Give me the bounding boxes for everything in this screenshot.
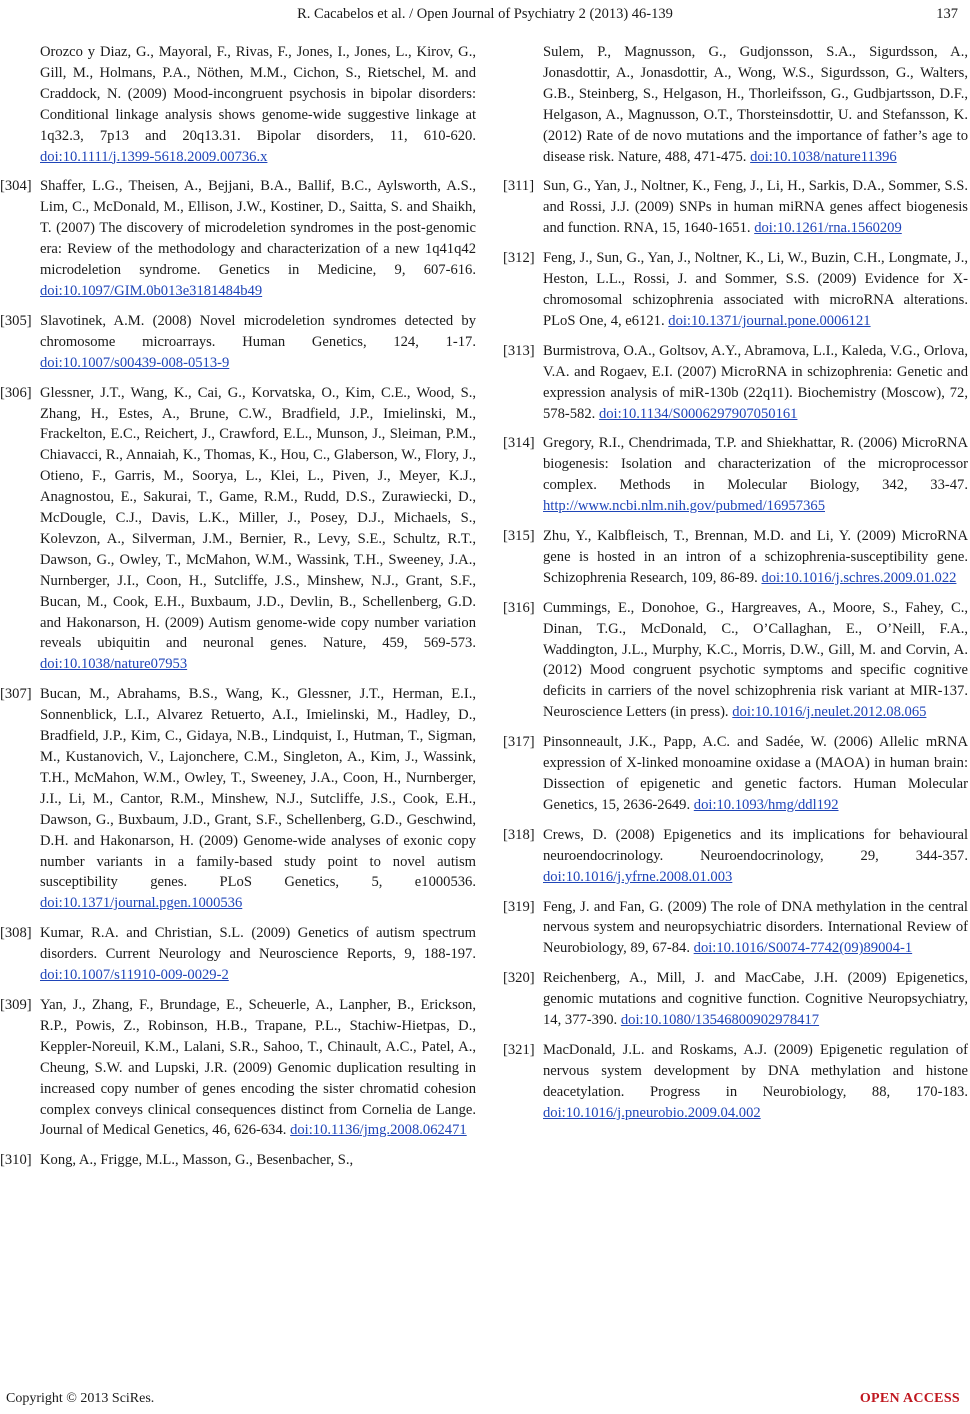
reference-column-right [503,42,968,1133]
reference-text: Cummings, E., Donohoe, G., Hargreaves, A., Moore, S., Fahey, C., Dinan, T.G., McDonald, C., O’Callaghan, E., O’Neill, F.A., Waddington, J.L., Murphy, K.C., Morris, D.W., Gill, M. and Corvin, A. (2012) Mood congruent psychotic symptoms and specific cognitive deficits in carriers of the novel schizophrenia risk variant at MIR-137. Neuroscience Letters (in press). [543,599,968,721]
reference-number: [305] [0,312,32,329]
reference-text: Sun, G., Yan, J., Noltner, K., Feng, J., Li, H., Sarkis, D.A., Sommer, S.S. and Rossi, J.J. (2009) SNPs in human miRNA genes affect biogenesis and function. RNA, 15, 1640-1651. [543,178,968,237]
reference-text: Bucan, M., Abrahams, B.S., Wang, K., Glessner, J.T., Herman, E.I., Sonnenblick, L.I., Alvarez Retuerto, A.I., Imielinski, M., Hadley, D., Bradfield, J.P., Kim, C., Gidaya, N.B., Lindquist, I., Hutman, T., Sigman, M., Kustanovich, V., Lajonchere, C.M., Singleton, A., Kim, J., Wassink, T.H., McMahon, W.M., Owley, T., Sweeney, J.A., Coon, H., Nurnberger, J.I., Li, M., Cantor, R.M., Minshew, N.J., Sutcliffe, J.S., Cook, E.H., Dawson, G., Buxbaum, J.D., Grant, S.F., Schellenberg, G.D., Geschwind, D.H. and Hakonarson, H. (2009) Genome-wide analyses of exonic copy number variants in a family-based study point to novel autism susceptibility genes. PLoS Genetics, 5, e1000536. [40,686,476,891]
reference-number: [310] [0,1152,32,1169]
doi-link[interactable]: doi:10.1016/j.schres.2009.01.022 [761,569,957,586]
open-access-label: OPEN ACCESS [859,1391,960,1406]
reference-text: Yan, J., Zhang, F., Brundage, E., Scheuerle, A., Lanpher, B., Erickson, R.P., Powis, Z., Robinson, H.B., Trapane, P.L., Stachiw-Hietpas, D., Keppler-Noreuil, K.M., Lalani, S.R., Sahoo, T., Chinault, A.C., Patel, A., Cheung, S.W. and Lupski, J.R. (2009) Genomic duplication resulting in increased copy number of genes encoding the sister chromatid cohesion complex conveys clinical consequences distinct from Cornelia de Lange. Journal of Medical Genetics, 46, 626-634. [40,996,476,1139]
reference-text: Sulem, P., Magnusson, G., Gudjonsson, S.A., Sigurdsson, A., Jonasdottir, A., Jonasdottir, A., Wong, W.S., Sigurdsson, G., Walters, G.B., Steinberg, S., Helgason, H., Thorleifsson, G., Gudbjartsson, D.F., Helgason, A., Magnusson, O.T., Thorsteinsdottir, U. and Stefansson, K. (2012) Rate of de novo mutations and the importance of father’s age to disease risk. Nature, 488, 471-475. [543,44,968,165]
reference-text: Burmistrova, O.A., Goltsov, A.Y., Abramova, L.I., Kaleda, V.G., Orlova, V.A. and Rogaev, E.I. (2007) MicroRNA in schizophrenia: Genetic and expression analysis of miR-130b (22q11). Biochemistry (Moscow), 72, 578-582. [543,342,968,422]
reference-number: [314] [503,435,535,452]
reference-number: [309] [0,996,32,1013]
reference-number: [318] [503,826,535,843]
reference-number: [312] [503,250,535,267]
reference-text: Zhu, Y., Kalbfleisch, T., Brennan, M.D. and Li, Y. (2009) MicroRNA gene is hosted in an intron of a schizophrenia-susceptibility gene. Schizophrenia Research, 109, 86-89. [543,528,968,586]
doi-link[interactable]: doi:10.1136/jmg.2008.062471 [290,1122,467,1139]
reference-entry [503,825,968,888]
reference-number: [311] [503,178,535,195]
reference-number: [316] [503,599,535,616]
reference-entry [503,248,968,332]
running-header [0,6,970,26]
reference-entry [503,433,968,517]
reference-entry [0,176,476,301]
doi-link[interactable]: doi:10.1371/journal.pgen.1000536 [40,895,243,912]
doi-link[interactable]: doi:10.1097/GIM.0b013e3181484b49 [40,282,263,299]
running-title: R. Cacabelos et al. / Open Journal of Psychiatry 2 (2013) 46-139 [297,6,673,22]
reference-number: [319] [503,898,535,915]
reference-text: Glessner, J.T., Wang, K., Cai, G., Korvatska, O., Kim, C.E., Wood, S., Zhang, H., Estes, A., Brune, C.W., Bradfield, J.P., Imielinski, M., Frackelton, E.C., Reichert, J., Crawford, E.L., Munson, J., Sleiman, P.M., Chiavacci, R., Annaiah, K., Thomas, K., Hou, C., Glaberson, W., Flory, J., Otieno, F., Garris, M., Soorya, L., Klei, L., Piven, J., Meyer, K.J., Anagnostou, E., Sakurai, T., Game, R.M., Rudd, D.S., Zurawiecki, D., McDougle, C.J., Davis, L.K., Miller, J., Posey, D.J., Michaels, S., Kolevzon, A., Silverman, J.M., Bernier, R., Levy, S.E., Schultz, R.T., Dawson, G., Owley, T., McMahon, W.M., Wassink, T.H., Sweeney, J.A., Nurnberger, J.I., Coon, H., Sutcliffe, J.S., Minshew, N.J., Grant, S.F., Bucan, M., Cook, E.H., Buxbaum, J.D., Devlin, B., Schellenberg, G.D. and Hakonarson, H. (2009) Autism genome-wide copy number variation reveals ubiquitin and neuronal genes. Nature, 459, 569-573. [40,384,476,652]
reference-number: [307] [0,686,32,703]
reference-number: [304] [0,178,32,195]
reference-column-left [0,42,476,1180]
reference-entry [0,42,476,167]
doi-link[interactable]: doi:10.1007/s00439-008-0513-9 [40,354,230,371]
reference-entry [503,598,968,723]
doi-link[interactable]: doi:10.1038/nature07953 [40,656,188,673]
doi-link[interactable]: doi:10.1016/S0074-7742(09)89004-1 [693,940,913,957]
doi-link[interactable]: doi:10.1261/rna.1560209 [754,220,902,237]
reference-text: Orozco y Diaz, G., Mayoral, F., Rivas, F., Jones, I., Jones, L., Kirov, G., Gill, M., Holmans, P.A., Nöthen, M.M., Cichon, S., Rietschel, M. and Craddock, N. (2009) Mood-incongruent psychosis in bipolar disorders: Conditional linkage analysis shows genome-wide suggestive linkage at 1q32.3, 7p13 and 20q13.31. Bipolar disorders, 11, 610-620. [40,44,476,144]
reference-text: Shaffer, L.G., Theisen, A., Bejjani, B.A., Ballif, B.C., Aylsworth, A.S., Lim, C., McDonald, M., Ellison, J.W., Kostiner, D., Saitta, S. and Shaikh, T. (2007) The discovery of microdeletion syndromes in the post-genomic era: Review of the methodology and characterization of a new 1q41q42 microdeletion syndrome. Genetics in Medicine, 9, 607-616. [40,178,476,279]
reference-text: Feng, J. and Fan, G. (2009) The role of DNA methylation in the central nervous system and neuropsychiatric disorders. International Review of Neurobiology, 89, 67-84. [543,898,968,957]
reference-number: [321] [503,1041,535,1058]
reference-number: [320] [503,970,535,987]
doi-link[interactable]: http://www.ncbi.nlm.nih.gov/pubmed/16957365 [543,498,825,515]
doi-link[interactable]: doi:10.1080/13546800902978417 [620,1012,820,1029]
doi-link[interactable]: doi:10.1016/j.yfrne.2008.01.003 [543,868,733,885]
reference-entry [0,995,476,1141]
reference-entry [503,897,968,960]
reference-number: [308] [0,925,32,942]
reference-entry [503,176,968,239]
doi-link[interactable]: doi:10.1007/s11910-009-0029-2 [40,967,229,984]
reference-entry [0,383,476,676]
doi-link[interactable]: doi:10.1093/hmg/ddl192 [693,796,839,813]
reference-text: Feng, J., Sun, G., Yan, J., Noltner, K., Li, W., Buzin, C.H., Longmate, J., Heston, L.L., Rossi, J. and Sommer, S.S. (2009) Evidence for X-chromosomal schizophrenia associated with microRNA alterations. PLoS One, 4, e6121. [543,250,968,329]
reference-entry [0,923,476,986]
reference-text: MacDonald, J.L. and Roskams, A.J. (2009) Epigenetic regulation of nervous system development by DNA methylation and histone deacetylation. Progress in Neurobiology, 88, 170-183. [543,1041,968,1100]
doi-link[interactable]: doi:10.1038/nature11396 [750,148,897,165]
reference-entry [0,311,476,374]
reference-number: [313] [503,342,535,359]
reference-text: Reichenberg, A., Mill, J. and MacCabe, J.H. (2009) Epigenetics, genomic mutations and cognitive function. Cognitive Neuropsychiatry, 14, 377-390. [543,970,968,1029]
reference-text: Gregory, R.I., Chendrimada, T.P. and Shiekhattar, R. (2006) MicroRNA biogenesis: Isolation and characterization of the microprocessor complex. Methods in Molecular Biology, 342, 33-47. [543,435,968,494]
doi-link[interactable]: doi:10.1371/journal.pone.0006121 [668,312,871,329]
reference-entry [503,732,968,816]
reference-entry [503,526,968,589]
reference-entry [503,42,968,167]
reference-number: [306] [0,384,32,401]
reference-entry [0,1150,476,1171]
doi-link[interactable]: doi:10.1111/j.1399-5618.2009.00736.x [40,148,268,165]
reference-text: Kumar, R.A. and Christian, S.L. (2009) Genetics of autism spectrum disorders. Current Neurology and Neuroscience Reports, 9, 188-197. [40,925,476,963]
reference-text: Crews, D. (2008) Epigenetics and its implications for behavioural neuroendocrinology. Neuroendocrinology, 29, 344-357. [543,826,968,864]
page-number: 137 [936,6,958,22]
reference-number: [317] [503,734,535,751]
doi-link[interactable]: doi:10.1016/j.pneurobio.2009.04.002 [543,1104,761,1121]
reference-entry [503,341,968,425]
reference-text: Kong, A., Frigge, M.L., Masson, G., Besenbacher, S., [40,1152,354,1169]
copyright-notice: Copyright © 2013 SciRes. [6,1391,155,1406]
doi-link[interactable]: doi:10.1016/j.neulet.2012.08.065 [732,704,927,721]
doi-link[interactable]: doi:10.1134/S0006297907050161 [598,405,798,422]
reference-entry [0,684,476,914]
reference-number: [315] [503,528,535,545]
reference-entry [503,1040,968,1124]
reference-text: Pinsonneault, J.K., Papp, A.C. and Sadée, W. (2006) Allelic mRNA expression of X-linked monoamine oxidase a (MAOA) in human brain: Dissection of epigenetic and genetic factors. Human Molecular Genetics, 15, 2636-2649. [543,734,968,813]
reference-text: Slavotinek, A.M. (2008) Novel microdeletion syndromes detected by chromosome microarrays. Human Genetics, 124, 1-17. [40,312,476,350]
reference-entry [503,968,968,1031]
